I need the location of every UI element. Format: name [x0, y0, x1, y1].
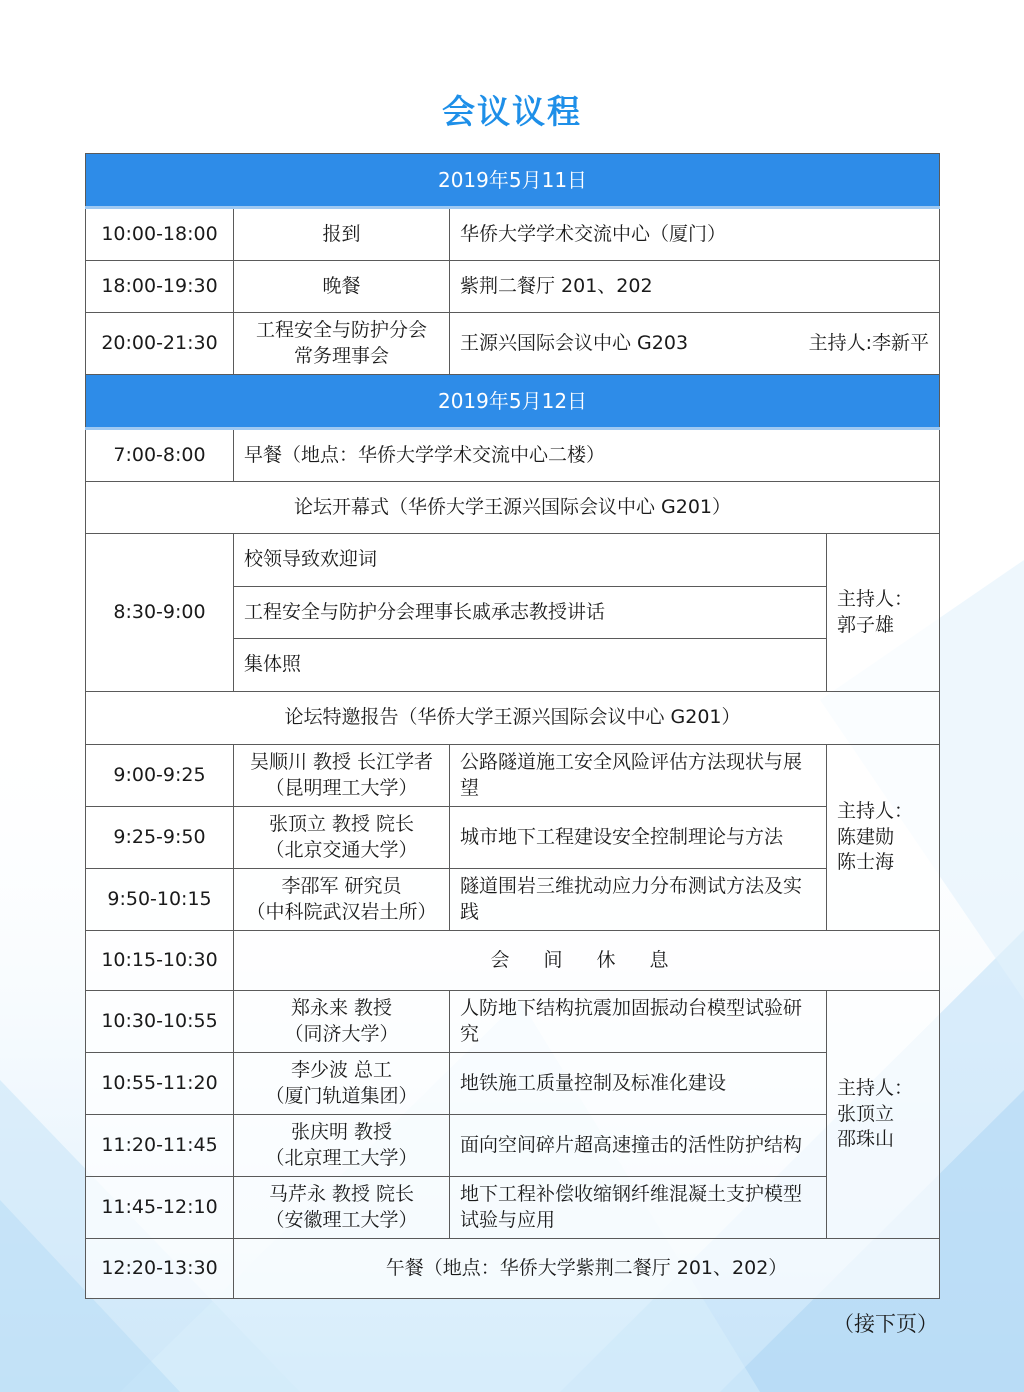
speaker-name: 张顶立 教授 院长 [268, 812, 415, 835]
item-cell: 晚餐 [234, 261, 450, 313]
location-cell [450, 313, 940, 375]
host-text: 主持人:李新平 [808, 331, 930, 354]
time-cell: 11:45-12:10 [86, 1177, 234, 1239]
table-row [86, 931, 940, 991]
item-cell: 报到 [234, 208, 450, 261]
speaker-affiliation: （昆明理工大学） [265, 776, 418, 799]
speaker-name: 李少波 总工 [290, 1058, 393, 1081]
topic-cell: 人防地下结构抗震加固振动台模型试验研究 [450, 991, 827, 1053]
time-cell: 7:00-8:00 [86, 429, 234, 482]
speaker-cell [234, 807, 450, 869]
table-row [86, 1115, 940, 1177]
location-cell: 紫荆二餐厅 201、202 [450, 261, 940, 313]
speaker-affiliation: （安徽理工大学） [265, 1208, 418, 1231]
host-label: 主持人： [837, 587, 914, 610]
host-label: 主持人： [837, 1077, 914, 1100]
date-header-day2: 2019年5月12日 [86, 375, 940, 429]
opening-item: 集体照 [234, 639, 827, 692]
topic-cell: 公路隧道施工安全风险评估方法现状与展望 [450, 745, 827, 807]
time-cell: 12:20-13:30 [86, 1239, 234, 1299]
table-row [86, 1053, 940, 1115]
table-row [86, 534, 940, 587]
topic-cell: 地下工程补偿收缩钢纤维混凝土支护模型试验与应用 [450, 1177, 827, 1239]
host-name: 陈士海 [837, 851, 895, 874]
host-cell [827, 534, 940, 692]
time-cell: 9:25-9:50 [86, 807, 234, 869]
table-row [86, 482, 940, 534]
time-cell: 10:30-10:55 [86, 991, 234, 1053]
keynote-header: 论坛特邀报告（华侨大学王源兴国际会议中心 G201） [86, 692, 940, 745]
topic-cell: 隧道围岩三维扰动应力分布测试方法及实践 [450, 869, 827, 931]
speaker-name: 郑永来 教授 [290, 996, 393, 1019]
break-cell: 会 间 休 息 [234, 931, 940, 991]
host-name: 郭子雄 [837, 613, 895, 636]
table-row [86, 807, 940, 869]
date-header-day1: 2019年5月11日 [86, 154, 940, 208]
opening-item: 工程安全与防护分会理事长戚承志教授讲话 [234, 587, 827, 639]
time-cell: 11:20-11:45 [86, 1115, 234, 1177]
time-cell: 20:00-21:30 [86, 313, 234, 375]
speaker-cell [234, 745, 450, 807]
item-cell [234, 313, 450, 375]
host-label: 主持人： [837, 800, 914, 823]
time-cell: 9:50-10:15 [86, 869, 234, 931]
table-row [86, 261, 940, 313]
opening-header: 论坛开幕式（华侨大学王源兴国际会议中心 G201） [86, 482, 940, 534]
speaker-affiliation: （北京交通大学） [265, 838, 418, 861]
host-name: 邵珠山 [837, 1128, 895, 1151]
time-cell: 10:00-18:00 [86, 208, 234, 261]
time-cell: 10:55-11:20 [86, 1053, 234, 1115]
table-row [86, 991, 940, 1053]
speaker-cell [234, 1053, 450, 1115]
item-line: 工程安全与防护分会 [255, 318, 427, 341]
speaker-cell [234, 991, 450, 1053]
speaker-name: 李邵军 研究员 [281, 874, 402, 897]
agenda-table [85, 153, 940, 1299]
host-name: 张顶立 [837, 1102, 895, 1125]
time-cell: 18:00-19:30 [86, 261, 234, 313]
speaker-cell [234, 1115, 450, 1177]
opening-item: 校领导致欢迎词 [234, 534, 827, 587]
item-line: 常务理事会 [293, 344, 389, 367]
table-row [86, 869, 940, 931]
time-cell: 10:15-10:30 [86, 931, 234, 991]
speaker-name: 马芹永 教授 院长 [268, 1182, 415, 1205]
lunch-cell: 午餐（地点：华侨大学紫荆二餐厅 201、202） [234, 1239, 940, 1299]
table-row [86, 429, 940, 482]
location-cell: 华侨大学学术交流中心（厦门） [450, 208, 940, 261]
host-name: 陈建勋 [837, 825, 895, 848]
time-cell: 9:00-9:25 [86, 745, 234, 807]
speaker-affiliation: （中科院武汉岩土所） [246, 900, 437, 923]
speaker-affiliation: （同济大学） [284, 1022, 399, 1045]
speaker-cell [234, 1177, 450, 1239]
table-row [86, 692, 940, 745]
speaker-name: 吴顺川 教授 长江学者 [249, 750, 434, 773]
time-cell: 8:30-9:00 [86, 534, 234, 692]
breakfast-cell: 早餐（地点：华侨大学学术交流中心二楼） [234, 429, 940, 482]
host-cell [827, 991, 940, 1239]
speaker-affiliation: （厦门轨道集团） [265, 1084, 418, 1107]
table-row [86, 208, 940, 261]
table-row [86, 745, 940, 807]
topic-cell: 面向空间碎片超高速撞击的活性防护结构 [450, 1115, 827, 1177]
table-row [86, 1177, 940, 1239]
speaker-name: 张庆明 教授 [290, 1120, 393, 1143]
host-cell [827, 745, 940, 931]
location-text: 王源兴国际会议中心 G203 [460, 331, 689, 354]
table-row [86, 313, 940, 375]
page-title: 会议议程 [442, 92, 582, 131]
speaker-affiliation: （北京理工大学） [265, 1146, 418, 1169]
speaker-cell [234, 869, 450, 931]
continued-note: （接下页） [833, 1312, 938, 1336]
topic-cell: 城市地下工程建设安全控制理论与方法 [450, 807, 827, 869]
topic-cell: 地铁施工质量控制及标准化建设 [450, 1053, 827, 1115]
table-row [86, 1239, 940, 1299]
